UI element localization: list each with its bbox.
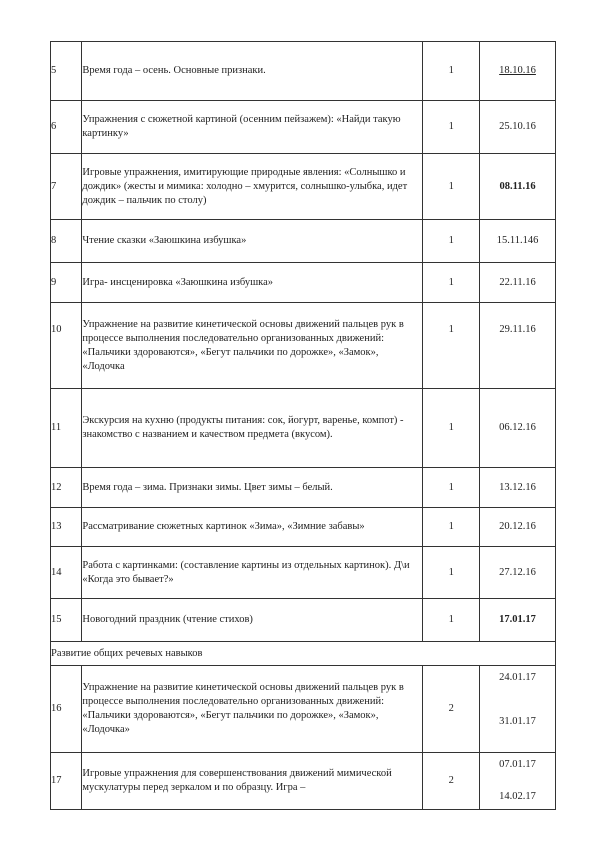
row-topic: Время года – осень. Основные признаки.: [82, 42, 423, 101]
row-number: 13: [51, 508, 82, 547]
row-topic: Игровые упражнения, имитирующие природные явления: «Солнышко и дождик» (жесты и мимика: холодно – хмурится, солнышко-улыбка, идет дождик – пальчик по столу): [82, 154, 423, 220]
table-row: [51, 42, 556, 101]
row-topic: Время года – зима. Признаки зимы. Цвет зимы – белый.: [82, 468, 423, 508]
row-topic: Игра- инсценировка «Заюшкина избушка»: [82, 263, 423, 303]
row-hours: 1: [423, 547, 480, 599]
row-number: 10: [51, 303, 82, 389]
table-row: [51, 547, 556, 599]
table-row: [51, 468, 556, 508]
table-row: [51, 101, 556, 154]
row-date: 07.01.17: [499, 759, 536, 770]
table-row: [51, 303, 556, 389]
row-topic: Чтение сказки «Заюшкина избушка»: [82, 220, 423, 263]
row-hours: 1: [423, 42, 480, 101]
table-row: [51, 666, 556, 753]
row-number: 11: [51, 389, 82, 468]
lesson-plan-table: [50, 41, 556, 810]
table-row: [51, 263, 556, 303]
row-number: 17: [51, 753, 82, 810]
row-date: 27.12.16: [480, 547, 556, 599]
table-row: [51, 389, 556, 468]
row-date: 29.11.16: [480, 303, 556, 389]
row-topic: Игровые упражнения для совершенствования движений мимической мускулатуры перед зеркалом и по образцу. Игра –: [82, 753, 423, 810]
row-topic: Рассматривание сюжетных картинок «Зима», «Зимние забавы»: [82, 508, 423, 547]
table-row: [51, 508, 556, 547]
row-hours: 1: [423, 303, 480, 389]
row-hours: 1: [423, 508, 480, 547]
row-date: 18.10.16: [480, 42, 556, 101]
row-date: 22.11.16: [480, 263, 556, 303]
row-number: 7: [51, 154, 82, 220]
row-hours: 1: [423, 263, 480, 303]
row-number: 9: [51, 263, 82, 303]
row-number: 16: [51, 666, 82, 753]
row-date: 13.12.16: [480, 468, 556, 508]
row-topic: Упражнение на развитие кинетической основы движений пальцев рук в процессе выполнения последовательно организованных движений: «Пальчики здороваются», «Бегут пальчики по дорожке», «Замок», «Лодочка: [82, 303, 423, 389]
row-number: 5: [51, 42, 82, 101]
row-date: 14.02.17: [499, 791, 536, 802]
row-date: 17.01.17: [480, 599, 556, 642]
row-hours: 1: [423, 468, 480, 508]
row-number: 15: [51, 599, 82, 642]
row-topic: Экскурсия на кухню (продукты питания: сок, йогурт, варенье, компот) - знакомство с названием и качеством предмета (вкусом).: [82, 389, 423, 468]
table-row: [51, 154, 556, 220]
row-topic: Упражнение на развитие кинетической основы движений пальцев рук в процессе выполнения последовательно организованных движений: «Пальчики здороваются», «Бегут пальчики по дорожке», «Замок», «Лодочка»: [82, 666, 423, 753]
row-topic: Новогодний праздник (чтение стихов): [82, 599, 423, 642]
section-row: [51, 642, 556, 666]
row-number: 14: [51, 547, 82, 599]
row-date: 24.01.17: [499, 672, 536, 683]
section-title: Развитие общих речевых навыков: [51, 642, 556, 666]
row-number: 12: [51, 468, 82, 508]
row-hours: 2: [423, 666, 480, 753]
row-date: 20.12.16: [480, 508, 556, 547]
row-topic: Работа с картинками: (составление картины из отдельных картинок). Д\и «Когда это бывает?»: [82, 547, 423, 599]
row-hours: 1: [423, 389, 480, 468]
row-date: 06.12.16: [480, 389, 556, 468]
row-hours: 1: [423, 220, 480, 263]
table-row: [51, 599, 556, 642]
row-date: 08.11.16: [480, 154, 556, 220]
row-hours: 1: [423, 599, 480, 642]
row-date: 25.10.16: [480, 101, 556, 154]
row-number: 6: [51, 101, 82, 154]
row-date-cell: [480, 666, 556, 753]
row-date: 15.11.146: [480, 220, 556, 263]
row-hours: 1: [423, 101, 480, 154]
table-row: [51, 753, 556, 810]
row-hours: 1: [423, 154, 480, 220]
row-number: 8: [51, 220, 82, 263]
row-date: 31.01.17: [499, 716, 536, 727]
table-row: [51, 220, 556, 263]
row-date-cell: [480, 753, 556, 810]
row-topic: Упражнения с сюжетной картиной (осенним пейзажем): «Найди такую картинку»: [82, 101, 423, 154]
row-hours: 2: [423, 753, 480, 810]
